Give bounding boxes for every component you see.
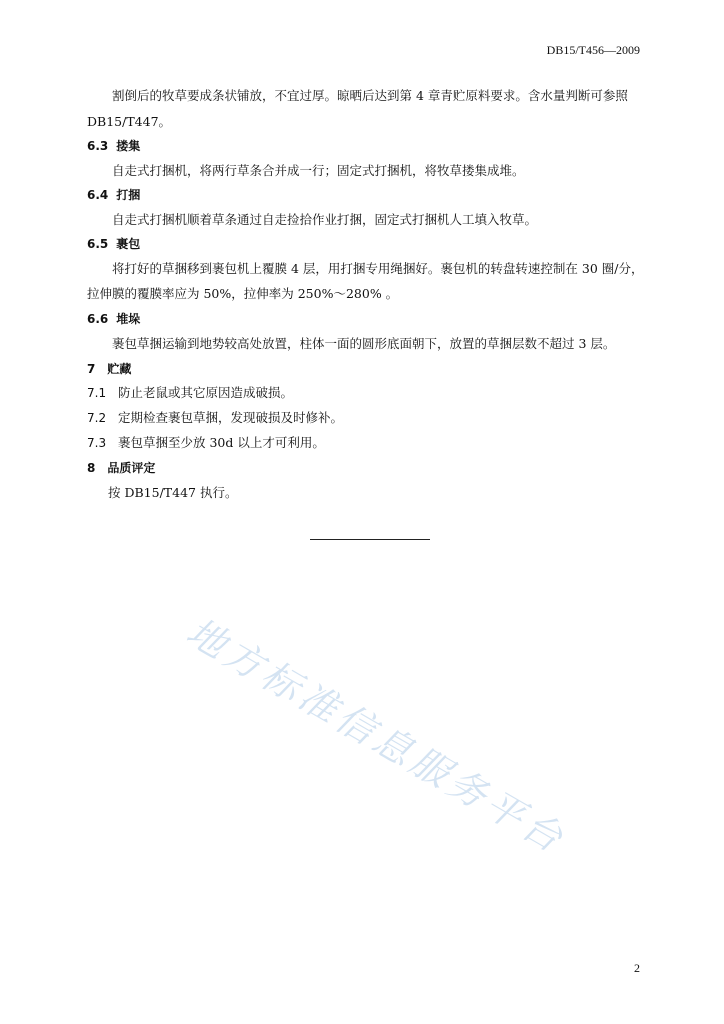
section-number: 6.5 — [87, 237, 109, 251]
chapter-number: 7 — [87, 362, 96, 376]
section-number: 6.4 — [87, 188, 109, 202]
chapter-title: 贮藏 — [107, 362, 132, 376]
list-item — [87, 385, 293, 401]
section-heading-6-6 — [87, 311, 140, 327]
paragraph-line: 割倒后的牧草要成条状铺放，不宜过厚。晾晒后达到第 4 章青贮原料要求。含水量判断可参照 — [112, 88, 628, 103]
item-number: 7.2 — [87, 411, 107, 425]
item-number: 7.3 — [87, 436, 107, 450]
section-title: 裹包 — [116, 237, 141, 251]
section-heading-6-5 — [87, 236, 140, 252]
paragraph-line: 自走式打捆机顺着草条通过自走捡拾作业打捆，固定式打捆机人工填入牧草。 — [112, 212, 538, 227]
item-text: 定期检查裹包草捆，发现破损及时修补。 — [118, 410, 344, 425]
section-title: 堆垛 — [116, 312, 141, 326]
list-item — [87, 410, 343, 426]
item-number: 7.1 — [87, 386, 107, 400]
chapter-heading-8 — [87, 460, 155, 476]
list-item — [87, 435, 325, 451]
paragraph-line: DB15/T447。 — [87, 114, 172, 129]
section-title: 搂集 — [116, 139, 141, 153]
watermark: 地方标准信息服务平台 — [179, 609, 574, 863]
section-title: 打捆 — [116, 188, 141, 202]
section-number: 6.6 — [87, 312, 109, 326]
paragraph-line: 将打好的草捆移到裹包机上覆膜 4 层，用打捆专用绳捆好。裹包机的转盘转速控制在 30 圈/分， — [112, 261, 644, 276]
paragraph-line: 按 DB15/T447 执行。 — [108, 485, 238, 500]
item-text: 防止老鼠或其它原因造成破损。 — [118, 385, 294, 400]
paragraph-line: 拉伸膜的覆膜率应为 50%，拉伸率为 250%～280% 。 — [87, 286, 399, 301]
document-code-header: DB15/T456—2009 — [546, 43, 640, 57]
section-number: 6.3 — [87, 139, 109, 153]
paragraph-line: 裹包草捆运输到地势较高处放置，柱体一面的圆形底面朝下，放置的草捆层数不超过 3 层。 — [112, 336, 616, 351]
paragraph-line: 自走式打捆机，将两行草条合并成一行；固定式打捆机，将牧草搂集成堆。 — [112, 163, 525, 178]
end-rule — [310, 539, 430, 540]
section-heading-6-3 — [87, 138, 140, 154]
chapter-number: 8 — [87, 461, 96, 475]
chapter-heading-7 — [87, 361, 131, 377]
chapter-title: 品质评定 — [107, 461, 156, 475]
section-heading-6-4 — [87, 187, 140, 203]
item-text: 裹包草捆至少放 30d 以上才可利用。 — [118, 435, 325, 450]
page-number: 2 — [634, 961, 640, 975]
